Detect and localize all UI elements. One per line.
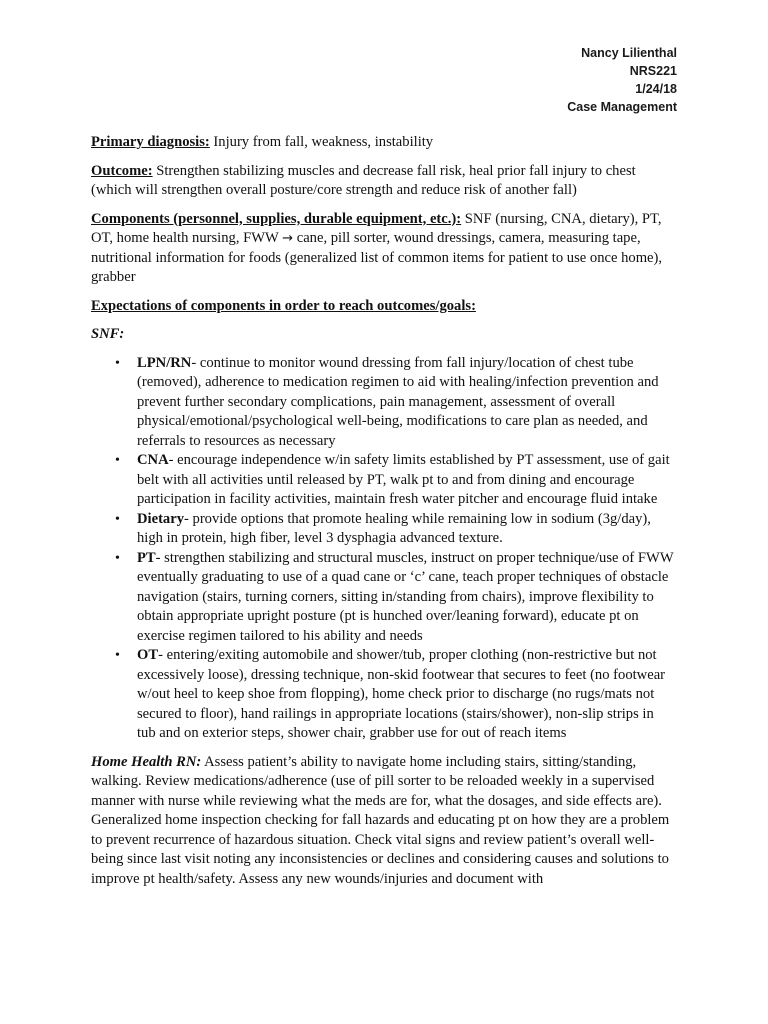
right-arrow-icon: → [282, 231, 294, 246]
snf-label-paragraph [91, 325, 676, 345]
components-paragraph [91, 210, 676, 288]
expectations-heading-text: Expectations of components in order to reach outcomes/goals: [91, 297, 476, 314]
outcome-text: Strengthen stabilizing muscles and decrease fall risk, heal prior fall injury to chest (which will strengthen overall posture/core strength and reduce risk of another fall) [91, 162, 636, 198]
list-item-ot [91, 646, 676, 744]
primary-diagnosis-paragraph [91, 133, 676, 153]
author-name: Nancy Lilienthal [581, 46, 677, 60]
list-item-cna [91, 451, 676, 510]
components-text-end: cane, pill sorter, wound dressings, camera, measuring tape, nutritional information for foods (generalized list of common items for patient to use once home), grabber [91, 230, 663, 285]
expectations-heading [91, 297, 676, 317]
outcome-label: Outcome: [91, 162, 153, 179]
list-item-text: - provide options that promote healing while remaining low in sodium (3g/day), high in protein, high fiber, level 3 dysphagia advanced texture. [137, 510, 651, 546]
bullet-icon: • [115, 550, 120, 566]
document-header [567, 44, 677, 116]
components-label: Components (personnel, supplies, durable equipment, etc.): [91, 210, 462, 227]
list-item-text: - continue to monitor wound dressing from fall injury/location of chest tube (removed), adherence to medication regimen to aid with healing/infection prevention and prevent further secondary complications, pain management, assessment of overall physical/emotional/psychological well-being, modifications to care plan as needed, and referrals to resources as necessary [137, 354, 659, 449]
list-item-pt [91, 549, 676, 647]
list-item-text: - strengthen stabilizing and structural muscles, instruct on proper technique/use of FWW eventually graduating to use of a quad cane or ‘c’ cane, teach proper techniques of obstacle navigation (stairs, turning corners, sitting in/standing from chairs), improve flexibility to obtain appropriate upright posture (pt is hunched over/leaning forward), educate pt on exercise regimen tailored to his ability and needs [137, 549, 674, 644]
bullet-icon: • [115, 453, 120, 468]
snf-label: SNF: [91, 326, 125, 342]
list-item-text: - entering/exiting automobile and shower/tub, proper clothing (non-restrictive but not excessively loose), dressing technique, non-skid footwear that secures to feet (no footwear w/out heel to keep shoe from flopping), home check prior to discharge (no rugs/mats not secured to floor), hand railings in appropriate locations (stairs/shower), non-slip strips in tub and on exterior steps, shower chair, grabber use for out of reach items [137, 647, 666, 741]
home-health-paragraph [91, 753, 676, 890]
course-code: NRS221 [629, 64, 677, 78]
snf-bullet-list [91, 354, 676, 744]
home-health-text: Assess patient’s ability to navigate home including stairs, sitting/standing, walking. Review medications/adherence (use of pill sorter to be reloaded weekly in a supervised manner with nurse while reviewing what the meds are for, what the dosages, and side effects are). Generalized home inspection checking for fall hazards and educating pt on how they are a problem to prevent recurrence of hazardous situation. Check vital signs and review patient’s overall well-being since last visit noting any inconsistencies or declines and considering causes and solutions to improve pt health/safety. Assess any new wounds/injuries and document with [91, 753, 670, 887]
list-item-label: PT [137, 549, 156, 566]
list-item-label: CNA [137, 452, 169, 468]
bullet-icon: • [115, 355, 120, 371]
assignment-title: Case Management [567, 100, 677, 114]
outcome-paragraph [91, 162, 676, 201]
components-text-start: SNF (nursing, CNA, dietary), PT, OT, home health nursing, FWW [91, 210, 662, 246]
bullet-icon: • [115, 511, 120, 527]
list-item-label: Dietary [137, 510, 185, 527]
home-health-label: Home Health RN: [91, 753, 202, 770]
list-item-text: - encourage independence w/in safety limits established by PT assessment, use of gait belt with all activities until released by PT, walk pt to and from dining and encourage participation in facility activities, maintain fresh water pitcher and encourage fluid intake [137, 452, 670, 507]
list-item-lpn-rn [91, 354, 676, 452]
bullet-icon: • [115, 648, 120, 663]
list-item-label: OT [137, 647, 159, 663]
list-item-dietary [91, 510, 676, 549]
list-item-label: LPN/RN [137, 354, 192, 371]
document-date: 1/24/18 [635, 82, 677, 96]
primary-diagnosis-text: Injury from fall, weakness, instability [209, 134, 434, 150]
document-body [91, 133, 676, 898]
primary-diagnosis-label: Primary diagnosis: [91, 134, 210, 150]
